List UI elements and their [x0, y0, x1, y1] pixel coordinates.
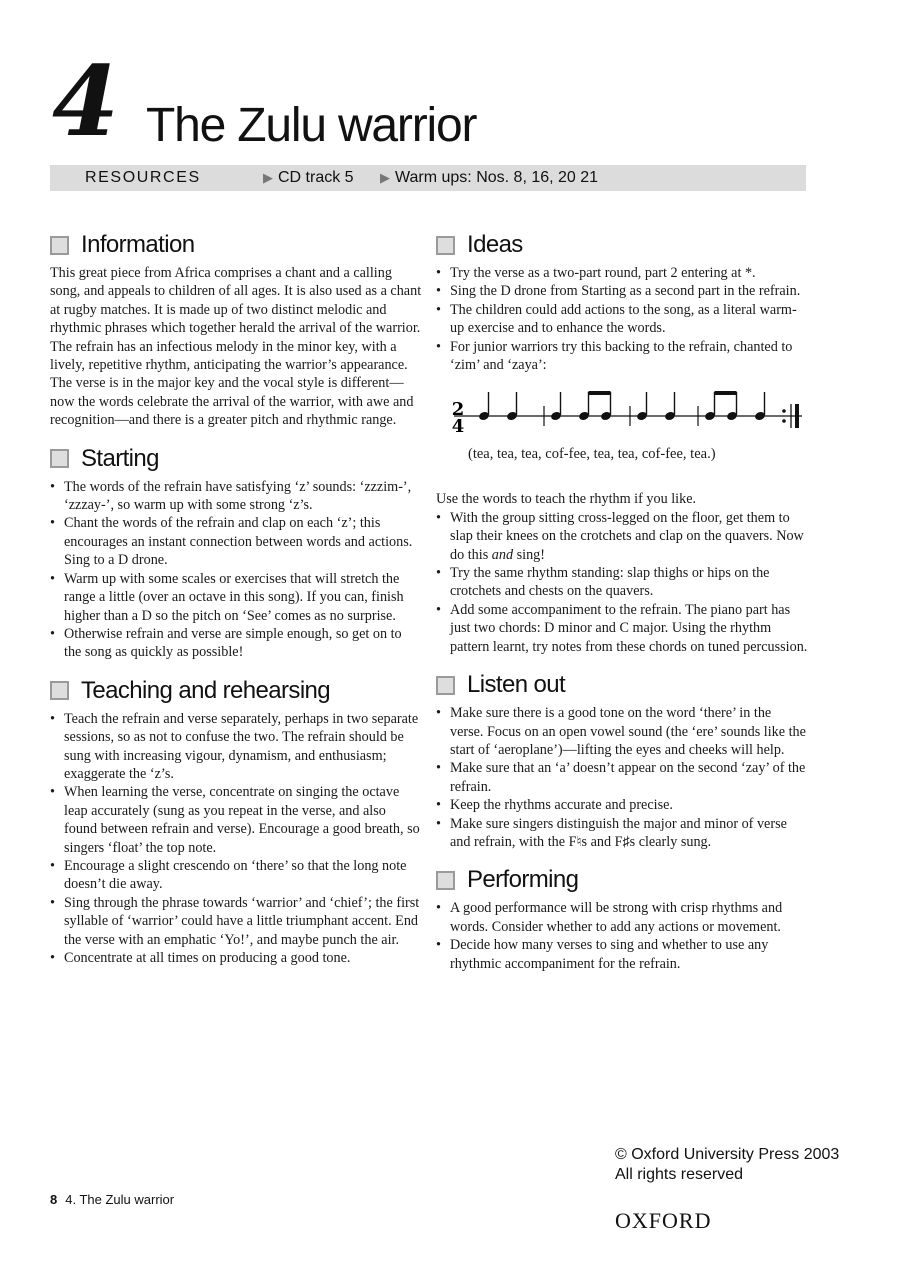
information-title: Information	[81, 231, 195, 258]
final-bar	[795, 404, 799, 428]
listen-section	[436, 670, 808, 851]
list-item: • Make sure there is a good tone on the word ‘there’ in the verse. Focus on an open vowel sound (the ‘ere’ sounds like the start of ‘aeroplane’)—lifting the eyes and cheeks will help.	[436, 704, 808, 759]
list-item: • The words of the refrain have satisfying ‘z’ sounds: ‘zzzim-’, ‘zzzay-’, so warm up with some strong ‘z’s.	[50, 478, 422, 515]
section-heading	[436, 865, 808, 895]
page-number: 8	[50, 1192, 58, 1207]
note-beam	[589, 391, 611, 395]
play-arrow-icon: ▶	[263, 170, 273, 185]
list-item: Use the words to teach the rhythm if you like.	[436, 491, 697, 508]
checkbox-icon	[436, 676, 455, 695]
performing-section	[436, 865, 808, 973]
resources-bar	[50, 165, 806, 191]
list-item: • When learning the verse, concentrate on singing the octave leap accurately (sung as you repeat in the verse, and also found between refrain and verse). Encourage a good breath, so singers ‘float’ the top note.	[50, 783, 422, 857]
time-sig-bottom: 4	[451, 416, 465, 438]
repeat-dot	[782, 420, 786, 424]
list-item: • Try the same rhythm standing: slap thighs or hips on the crotchets and chests on the quavers.	[436, 564, 808, 601]
resources-cd-track	[263, 165, 354, 191]
listen-title: Listen out	[467, 671, 566, 699]
copyright-notice	[615, 1145, 839, 1185]
list-item: • Make sure singers distinguish the major and minor of verse and refrain, with the F♮s and F♯s clearly sung.	[436, 815, 808, 852]
oxford-logo: OXFORD	[615, 1208, 712, 1233]
copyright-line: © Oxford University Press 2003	[615, 1146, 840, 1163]
cd-track-text: CD track 5	[278, 169, 354, 186]
section-heading	[50, 444, 422, 474]
left-column	[50, 230, 422, 981]
ideas-section	[436, 230, 808, 656]
repeat-dot	[782, 410, 786, 414]
footer-chapter: 4. The Zulu warrior	[65, 1192, 175, 1207]
resources-warmups	[380, 165, 598, 191]
information-section	[50, 230, 422, 430]
rights-line: All rights reserved	[615, 1166, 744, 1183]
resources-label: RESOURCES	[85, 169, 201, 186]
performing-list	[436, 899, 808, 973]
ideas-list	[436, 264, 808, 374]
chapter-title: The Zulu warrior	[146, 99, 477, 152]
play-arrow-icon: ▶	[380, 170, 390, 185]
list-item: • Sing through the phrase towards ‘warrior’ and ‘chief’; the first syllable of ‘warrior’ could have a little triumphant accent. End the verse with an emphatic ‘Yo!’, and maybe punch the air.	[50, 894, 422, 949]
section-heading	[436, 670, 808, 700]
warmups-text: Warm ups: Nos. 8, 16, 20 21	[395, 169, 599, 186]
rhythm-lyrics: (tea, tea, tea, cof-fee, tea, tea, cof-fee, tea.)	[468, 446, 716, 463]
emphasis-text: and	[491, 546, 514, 563]
list-item: • Try the verse as a two-part round, part 2 entering at *.	[436, 264, 808, 282]
performing-title: Performing	[467, 866, 579, 894]
list-item: • Warm up with some scales or exercises that will stretch the range a little (over an octave in this song). If you can, finish higher than a D so the pitch on ‘See’ comes as no surprise.	[50, 570, 422, 625]
list-item-text: sing!	[513, 546, 545, 563]
list-item: • A good performance will be strong with crisp rhythms and words. Consider whether to add any actions or movement.	[436, 899, 808, 936]
list-item: • Make sure that an ‘a’ doesn’t appear on the second ‘zay’ of the refrain.	[436, 759, 808, 796]
ideas-title: Ideas	[467, 231, 523, 258]
chapter-number: 4	[52, 45, 119, 158]
page-footer	[50, 1192, 174, 1207]
checkbox-icon	[50, 681, 69, 700]
rhythm-staff	[436, 384, 808, 444]
list-item: • Otherwise refrain and verse are simple enough, so get on to the song as quickly as possible!	[50, 625, 422, 662]
list-item: • Encourage a slight crescendo on ‘there’ so that the long note doesn’t die away.	[50, 857, 422, 894]
starting-section	[50, 444, 422, 662]
right-column	[436, 230, 808, 987]
ideas-list-continued	[436, 490, 808, 656]
time-sig-top: 2	[451, 399, 465, 421]
starting-list	[50, 478, 422, 662]
starting-title: Starting	[81, 444, 159, 472]
list-item: • Add some accompaniment to the refrain. The piano part has just two chords: D minor and C major. Using the rhythm pattern learnt, try notes from these chords on tuned percussion.	[436, 601, 808, 656]
information-text: This great piece from Africa comprises a chant and a calling song, and appeals to children of all ages. It is also used as a chant at rugby matches. It is made up of two distinct melodic and rhythmic phrases which together herald the arrival of the warrior. The refrain has an infectious melody in the minor key, with a lively, repetitive rhythm, anticipating the warrior’s appearance. The verse is in the major key and the vocal style is different—now the words celebrate the arrival of the warrior, with awe and recognition—and there is a greater pitch and rhythmic range.	[50, 265, 422, 429]
list-item: • Teach the refrain and verse separately, perhaps in two separate sessions, so as not to confuse the two. The refrain should be sung with increasing vigour, dynamism, and enthusiasm; exaggerate the ‘z’s.	[50, 710, 422, 784]
section-heading	[50, 676, 422, 706]
list-item: • Chant the words of the refrain and clap on each ‘z’; this encourages an instant connection between words and actions. Sing to a D drone.	[50, 514, 422, 569]
chapter-header	[50, 45, 810, 162]
list-item: • Sing the D drone from Starting as a second part in the refrain.	[436, 282, 808, 300]
section-heading	[50, 230, 422, 260]
list-item: • The children could add actions to the song, as a literal warm-up exercise and to enhance the words.	[436, 301, 808, 338]
list-item-text: With the group sitting cross-legged on the floor, get them to slap their knees on the crotchets and clap on the quavers. Now do this	[450, 509, 804, 563]
teaching-section	[50, 676, 422, 968]
checkbox-icon	[436, 871, 455, 890]
section-heading	[436, 230, 808, 260]
teaching-title: Teaching and rehearsing	[81, 676, 331, 704]
list-item: • Keep the rhythms accurate and precise.	[436, 796, 808, 814]
teaching-list	[50, 710, 422, 968]
list-item: • Decide how many verses to sing and whether to use any rhythmic accompaniment for the refrain.	[436, 936, 808, 973]
checkbox-icon	[436, 236, 455, 255]
note-beam	[715, 391, 737, 395]
list-item	[436, 509, 808, 564]
list-item: • Concentrate at all times on producing a good tone.	[50, 949, 422, 967]
checkbox-icon	[50, 236, 69, 255]
rhythm-notation	[436, 384, 808, 484]
list-item: • For junior warriors try this backing to the refrain, chanted to ‘zim’ and ‘zaya’:	[436, 338, 808, 375]
checkbox-icon	[50, 449, 69, 468]
listen-list	[436, 704, 808, 851]
